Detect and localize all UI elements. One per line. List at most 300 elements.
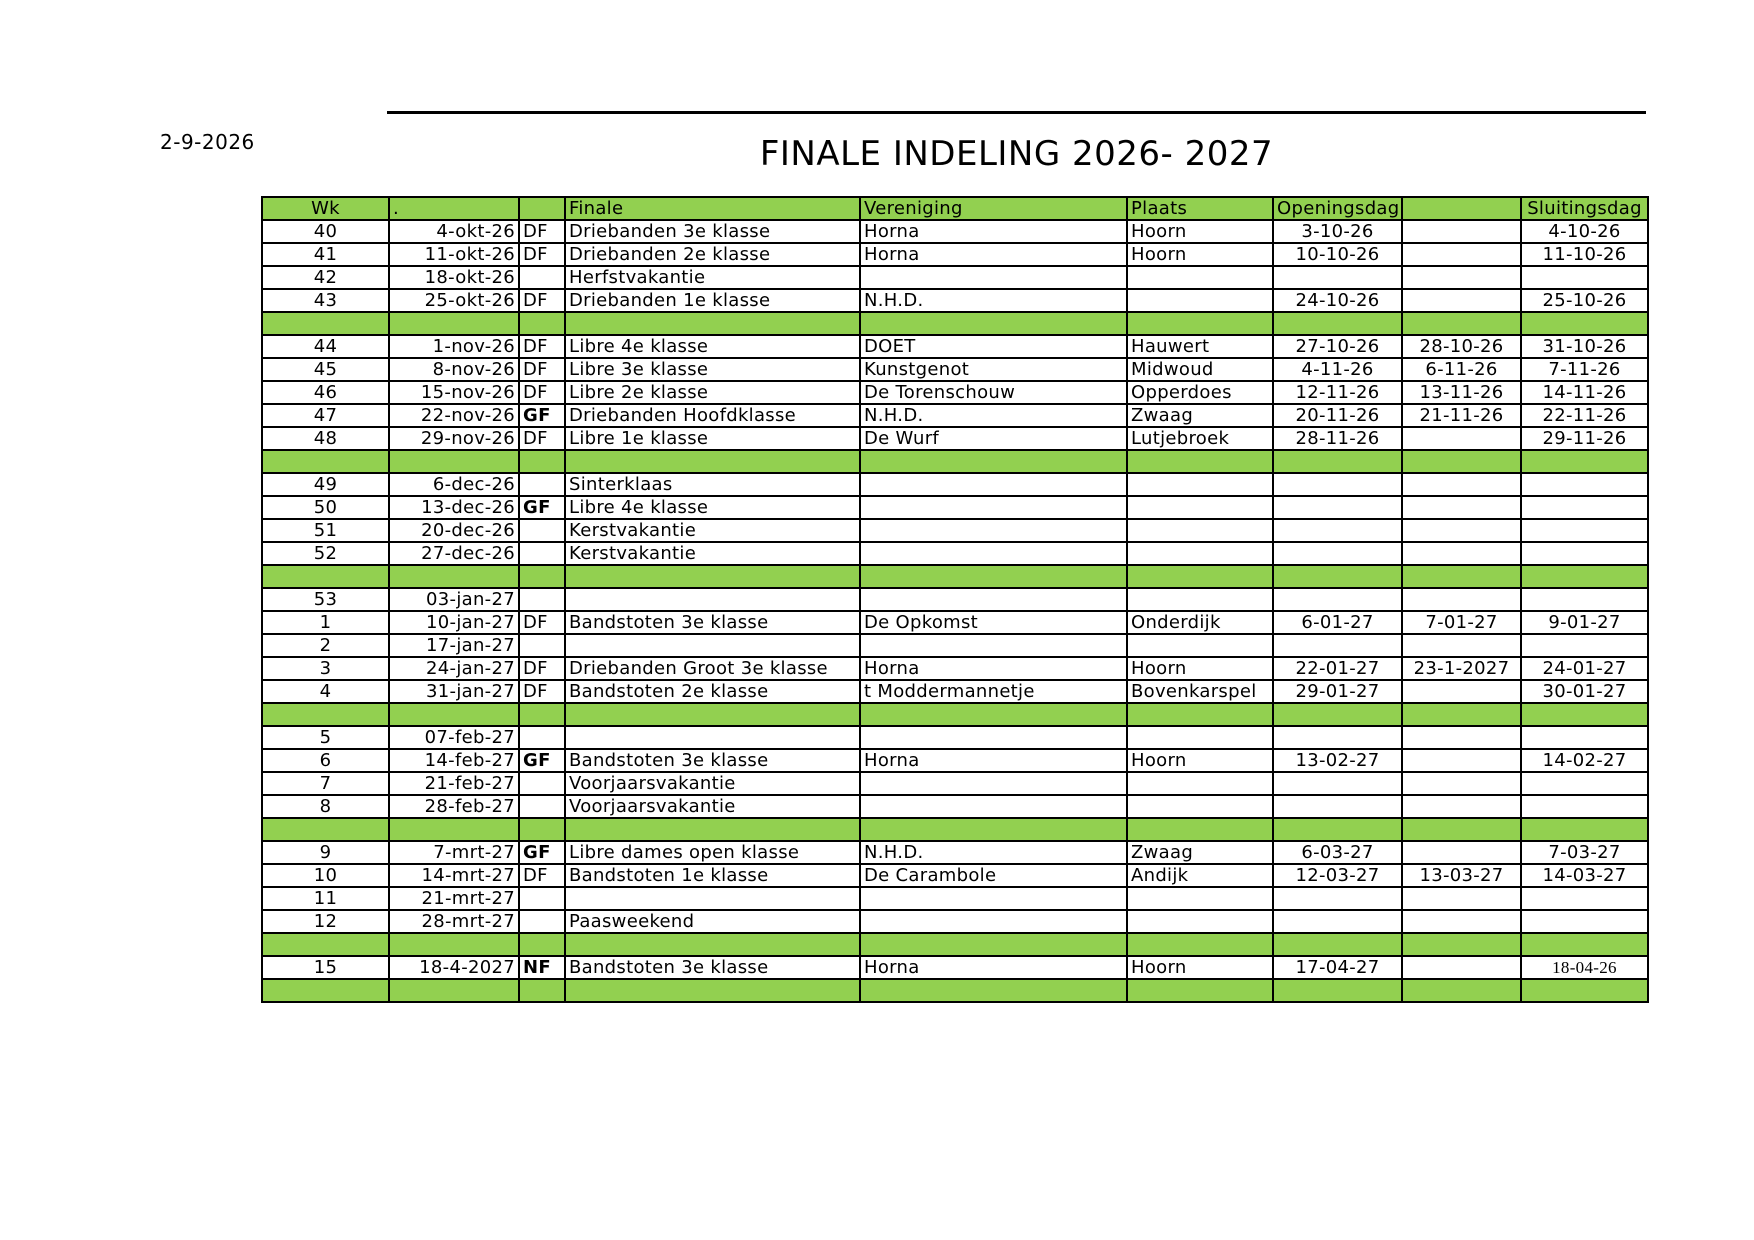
cell-opening-day	[1273, 726, 1402, 749]
cell-code: DF	[519, 680, 565, 703]
cell-code	[519, 726, 565, 749]
separator-cell	[1521, 312, 1648, 335]
cell-finale: Libre dames open klasse	[565, 841, 860, 864]
cell-finale: Paasweekend	[565, 910, 860, 933]
cell-week: 52	[262, 542, 389, 565]
cell-finale: Voorjaarsvakantie	[565, 795, 860, 818]
cell-week: 10	[262, 864, 389, 887]
cell-club	[860, 634, 1127, 657]
separator-row	[262, 979, 1648, 1002]
cell-club	[860, 496, 1127, 519]
cell-closing-day	[1521, 266, 1648, 289]
cell-place	[1127, 542, 1273, 565]
cell-week: 40	[262, 220, 389, 243]
cell-opening-day: 6-01-27	[1273, 611, 1402, 634]
cell-club: Horna	[860, 220, 1127, 243]
cell-place	[1127, 473, 1273, 496]
cell-opening-day: 20-11-26	[1273, 404, 1402, 427]
cell-code: NF	[519, 956, 565, 979]
table-row	[262, 749, 1648, 772]
cell-finale	[565, 588, 860, 611]
cell-finale: Voorjaarsvakantie	[565, 772, 860, 795]
separator-cell	[565, 818, 860, 841]
cell-club: De Carambole	[860, 864, 1127, 887]
separator-cell	[389, 933, 519, 956]
cell-opening-day	[1273, 542, 1402, 565]
cell-place: Bovenkarspel	[1127, 680, 1273, 703]
top-rule	[387, 111, 1646, 114]
cell-code: DF	[519, 427, 565, 450]
separator-cell	[1521, 979, 1648, 1002]
cell-opening-day	[1273, 795, 1402, 818]
cell-closing-day	[1521, 473, 1648, 496]
cell-week: 1	[262, 611, 389, 634]
separator-cell	[262, 565, 389, 588]
cell-club	[860, 795, 1127, 818]
cell-date: 18-okt-26	[389, 266, 519, 289]
cell-place: Hoorn	[1127, 657, 1273, 680]
cell-closing-day	[1521, 542, 1648, 565]
cell-club: De Wurf	[860, 427, 1127, 450]
cell-opening-day	[1273, 772, 1402, 795]
cell-date: 10-jan-27	[389, 611, 519, 634]
cell-closing-day: 14-02-27	[1521, 749, 1648, 772]
document-date: 2-9-2026	[160, 130, 255, 154]
cell-closing-day	[1521, 496, 1648, 519]
table-header-row	[262, 197, 1648, 220]
cell-place	[1127, 910, 1273, 933]
cell-club	[860, 772, 1127, 795]
cell-club: Horna	[860, 657, 1127, 680]
table-row	[262, 335, 1648, 358]
cell-finale: Driebanden 2e klasse	[565, 243, 860, 266]
table-row	[262, 611, 1648, 634]
cell-date: 8-nov-26	[389, 358, 519, 381]
cell-club: N.H.D.	[860, 841, 1127, 864]
cell-finale: Bandstoten 3e klasse	[565, 749, 860, 772]
table-row	[262, 289, 1648, 312]
table-row	[262, 726, 1648, 749]
separator-cell	[860, 312, 1127, 335]
cell-finale: Sinterklaas	[565, 473, 860, 496]
separator-cell	[1127, 565, 1273, 588]
cell-code	[519, 910, 565, 933]
cell-club: De Torenschouw	[860, 381, 1127, 404]
header-middle-day	[1402, 197, 1521, 220]
cell-middle-day	[1402, 496, 1521, 519]
cell-middle-day	[1402, 795, 1521, 818]
cell-week: 45	[262, 358, 389, 381]
cell-place: Hoorn	[1127, 956, 1273, 979]
separator-cell	[389, 565, 519, 588]
cell-middle-day	[1402, 427, 1521, 450]
cell-date: 13-dec-26	[389, 496, 519, 519]
cell-club: Horna	[860, 956, 1127, 979]
cell-middle-day	[1402, 680, 1521, 703]
cell-code: DF	[519, 611, 565, 634]
cell-finale: Kerstvakantie	[565, 519, 860, 542]
cell-opening-day: 27-10-26	[1273, 335, 1402, 358]
cell-opening-day	[1273, 266, 1402, 289]
cell-middle-day	[1402, 588, 1521, 611]
cell-middle-day	[1402, 634, 1521, 657]
cell-code: GF	[519, 496, 565, 519]
cell-finale: Kerstvakantie	[565, 542, 860, 565]
separator-cell	[1127, 703, 1273, 726]
separator-cell	[1521, 703, 1648, 726]
cell-club: N.H.D.	[860, 404, 1127, 427]
cell-place	[1127, 887, 1273, 910]
cell-date: 21-feb-27	[389, 772, 519, 795]
cell-week: 12	[262, 910, 389, 933]
cell-middle-day	[1402, 243, 1521, 266]
separator-cell	[519, 979, 565, 1002]
separator-cell	[389, 450, 519, 473]
cell-club	[860, 887, 1127, 910]
cell-week: 50	[262, 496, 389, 519]
table-row	[262, 588, 1648, 611]
separator-cell	[262, 450, 389, 473]
cell-club	[860, 473, 1127, 496]
cell-week: 47	[262, 404, 389, 427]
cell-code: DF	[519, 289, 565, 312]
cell-week: 8	[262, 795, 389, 818]
table-row	[262, 266, 1648, 289]
cell-closing-day: 24-01-27	[1521, 657, 1648, 680]
cell-middle-day	[1402, 473, 1521, 496]
table-row	[262, 358, 1648, 381]
cell-code: DF	[519, 335, 565, 358]
separator-cell	[1127, 818, 1273, 841]
cell-place: Lutjebroek	[1127, 427, 1273, 450]
separator-cell	[565, 312, 860, 335]
separator-cell	[519, 818, 565, 841]
cell-date: 17-jan-27	[389, 634, 519, 657]
separator-cell	[1521, 565, 1648, 588]
cell-opening-day	[1273, 473, 1402, 496]
header-date: .	[389, 197, 519, 220]
cell-code: DF	[519, 358, 565, 381]
cell-place	[1127, 634, 1273, 657]
separator-cell	[1402, 818, 1521, 841]
cell-opening-day: 10-10-26	[1273, 243, 1402, 266]
separator-cell	[1273, 979, 1402, 1002]
cell-week: 9	[262, 841, 389, 864]
cell-finale: Herfstvakantie	[565, 266, 860, 289]
cell-opening-day: 24-10-26	[1273, 289, 1402, 312]
page-title: FINALE INDELING 2026- 2027	[759, 134, 1274, 174]
table-row	[262, 680, 1648, 703]
separator-cell	[1273, 312, 1402, 335]
cell-code: GF	[519, 404, 565, 427]
cell-opening-day	[1273, 519, 1402, 542]
separator-cell	[1402, 450, 1521, 473]
separator-cell	[860, 933, 1127, 956]
cell-date: 21-mrt-27	[389, 887, 519, 910]
cell-finale: Driebanden Groot 3e klasse	[565, 657, 860, 680]
cell-closing-day: 9-01-27	[1521, 611, 1648, 634]
cell-date: 14-mrt-27	[389, 864, 519, 887]
cell-place: Hauwert	[1127, 335, 1273, 358]
cell-date: 03-jan-27	[389, 588, 519, 611]
cell-middle-day	[1402, 956, 1521, 979]
cell-closing-day: 22-11-26	[1521, 404, 1648, 427]
cell-closing-day	[1521, 519, 1648, 542]
cell-closing-day	[1521, 726, 1648, 749]
cell-club	[860, 910, 1127, 933]
cell-club	[860, 542, 1127, 565]
cell-place	[1127, 266, 1273, 289]
cell-code	[519, 519, 565, 542]
cell-closing-day	[1521, 772, 1648, 795]
cell-place: Onderdijk	[1127, 611, 1273, 634]
cell-code: GF	[519, 749, 565, 772]
cell-finale: Bandstoten 1e klasse	[565, 864, 860, 887]
cell-place: Andijk	[1127, 864, 1273, 887]
cell-place: Midwoud	[1127, 358, 1273, 381]
table-row	[262, 795, 1648, 818]
cell-week: 44	[262, 335, 389, 358]
cell-closing-day: 31-10-26	[1521, 335, 1648, 358]
cell-closing-day: 11-10-26	[1521, 243, 1648, 266]
cell-opening-day: 12-11-26	[1273, 381, 1402, 404]
separator-cell	[1127, 450, 1273, 473]
cell-place: Hoorn	[1127, 749, 1273, 772]
cell-place: Opperdoes	[1127, 381, 1273, 404]
cell-date: 22-nov-26	[389, 404, 519, 427]
cell-opening-day: 13-02-27	[1273, 749, 1402, 772]
cell-date: 20-dec-26	[389, 519, 519, 542]
cell-closing-day: 14-11-26	[1521, 381, 1648, 404]
cell-code	[519, 887, 565, 910]
table-row	[262, 519, 1648, 542]
cell-code: DF	[519, 864, 565, 887]
cell-opening-day: 6-03-27	[1273, 841, 1402, 864]
cell-middle-day: 13-11-26	[1402, 381, 1521, 404]
cell-club: Horna	[860, 749, 1127, 772]
cell-date: 4-okt-26	[389, 220, 519, 243]
cell-middle-day: 23-1-2027	[1402, 657, 1521, 680]
cell-code	[519, 634, 565, 657]
table-row	[262, 864, 1648, 887]
separator-cell	[262, 933, 389, 956]
separator-row	[262, 312, 1648, 335]
header-finale: Finale	[565, 197, 860, 220]
cell-middle-day	[1402, 220, 1521, 243]
cell-date: 18-4-2027	[389, 956, 519, 979]
cell-club: De Opkomst	[860, 611, 1127, 634]
table-row	[262, 910, 1648, 933]
cell-club	[860, 726, 1127, 749]
separator-cell	[519, 450, 565, 473]
separator-cell	[1127, 933, 1273, 956]
cell-date: 25-okt-26	[389, 289, 519, 312]
cell-middle-day	[1402, 887, 1521, 910]
cell-date: 28-mrt-27	[389, 910, 519, 933]
cell-week: 46	[262, 381, 389, 404]
cell-closing-day: 14-03-27	[1521, 864, 1648, 887]
cell-date: 15-nov-26	[389, 381, 519, 404]
cell-opening-day: 4-11-26	[1273, 358, 1402, 381]
cell-middle-day: 13-03-27	[1402, 864, 1521, 887]
cell-finale: Libre 1e klasse	[565, 427, 860, 450]
separator-cell	[1402, 703, 1521, 726]
cell-middle-day	[1402, 910, 1521, 933]
cell-code	[519, 542, 565, 565]
cell-week: 43	[262, 289, 389, 312]
cell-date: 14-feb-27	[389, 749, 519, 772]
cell-club: Kunstgenot	[860, 358, 1127, 381]
header-opening-day: Openingsdag	[1273, 197, 1402, 220]
header-code	[519, 197, 565, 220]
cell-opening-day: 17-04-27	[1273, 956, 1402, 979]
cell-week: 3	[262, 657, 389, 680]
cell-date: 31-jan-27	[389, 680, 519, 703]
cell-opening-day: 22-01-27	[1273, 657, 1402, 680]
cell-middle-day	[1402, 542, 1521, 565]
table-row	[262, 473, 1648, 496]
separator-cell	[1273, 933, 1402, 956]
separator-cell	[262, 703, 389, 726]
header-club: Vereniging	[860, 197, 1127, 220]
cell-middle-day	[1402, 749, 1521, 772]
cell-week: 41	[262, 243, 389, 266]
separator-cell	[519, 933, 565, 956]
cell-opening-day: 12-03-27	[1273, 864, 1402, 887]
cell-closing-day: 18-04-26	[1521, 956, 1648, 979]
cell-middle-day: 7-01-27	[1402, 611, 1521, 634]
cell-closing-day: 29-11-26	[1521, 427, 1648, 450]
cell-club	[860, 588, 1127, 611]
cell-closing-day: 4-10-26	[1521, 220, 1648, 243]
cell-middle-day: 21-11-26	[1402, 404, 1521, 427]
cell-opening-day: 28-11-26	[1273, 427, 1402, 450]
table-row	[262, 404, 1648, 427]
cell-closing-day	[1521, 795, 1648, 818]
separator-row	[262, 933, 1648, 956]
cell-closing-day: 30-01-27	[1521, 680, 1648, 703]
cell-club: Horna	[860, 243, 1127, 266]
separator-cell	[389, 979, 519, 1002]
cell-closing-day	[1521, 910, 1648, 933]
separator-cell	[1521, 818, 1648, 841]
separator-cell	[1402, 565, 1521, 588]
cell-opening-day	[1273, 496, 1402, 519]
table-row	[262, 243, 1648, 266]
cell-place: Zwaag	[1127, 841, 1273, 864]
cell-place	[1127, 519, 1273, 542]
cell-closing-day	[1521, 588, 1648, 611]
cell-code	[519, 772, 565, 795]
cell-finale: Driebanden Hoofdklasse	[565, 404, 860, 427]
table-row	[262, 220, 1648, 243]
cell-middle-day	[1402, 726, 1521, 749]
separator-cell	[389, 818, 519, 841]
cell-finale: Driebanden 3e klasse	[565, 220, 860, 243]
cell-code	[519, 588, 565, 611]
cell-finale: Libre 2e klasse	[565, 381, 860, 404]
cell-place	[1127, 289, 1273, 312]
cell-week: 53	[262, 588, 389, 611]
cell-place	[1127, 588, 1273, 611]
separator-cell	[1521, 933, 1648, 956]
separator-cell	[860, 703, 1127, 726]
cell-club: N.H.D.	[860, 289, 1127, 312]
cell-place: Zwaag	[1127, 404, 1273, 427]
cell-code	[519, 266, 565, 289]
table-row	[262, 496, 1648, 519]
cell-club: DOET	[860, 335, 1127, 358]
table-row	[262, 657, 1648, 680]
cell-place	[1127, 496, 1273, 519]
separator-cell	[860, 979, 1127, 1002]
separator-cell	[860, 565, 1127, 588]
cell-week: 6	[262, 749, 389, 772]
separator-row	[262, 450, 1648, 473]
separator-cell	[262, 312, 389, 335]
cell-finale: Libre 4e klasse	[565, 496, 860, 519]
separator-cell	[519, 703, 565, 726]
cell-finale: Libre 3e klasse	[565, 358, 860, 381]
cell-code: DF	[519, 243, 565, 266]
cell-week: 5	[262, 726, 389, 749]
cell-middle-day	[1402, 772, 1521, 795]
cell-date: 24-jan-27	[389, 657, 519, 680]
cell-club	[860, 266, 1127, 289]
cell-week: 15	[262, 956, 389, 979]
cell-place	[1127, 726, 1273, 749]
table-row	[262, 956, 1648, 979]
cell-middle-day	[1402, 519, 1521, 542]
separator-cell	[565, 979, 860, 1002]
cell-code: DF	[519, 657, 565, 680]
table-row	[262, 887, 1648, 910]
table-row	[262, 772, 1648, 795]
cell-opening-day: 29-01-27	[1273, 680, 1402, 703]
cell-code	[519, 473, 565, 496]
cell-finale	[565, 634, 860, 657]
cell-closing-day: 7-11-26	[1521, 358, 1648, 381]
separator-cell	[519, 312, 565, 335]
cell-opening-day	[1273, 910, 1402, 933]
cell-middle-day	[1402, 841, 1521, 864]
separator-cell	[1127, 979, 1273, 1002]
cell-club: t Moddermannetje	[860, 680, 1127, 703]
separator-cell	[860, 818, 1127, 841]
cell-week: 4	[262, 680, 389, 703]
cell-date: 27-dec-26	[389, 542, 519, 565]
table-row	[262, 542, 1648, 565]
cell-place	[1127, 772, 1273, 795]
separator-cell	[1273, 818, 1402, 841]
cell-finale	[565, 887, 860, 910]
cell-date: 07-feb-27	[389, 726, 519, 749]
cell-opening-day: 3-10-26	[1273, 220, 1402, 243]
header-place: Plaats	[1127, 197, 1273, 220]
cell-date: 7-mrt-27	[389, 841, 519, 864]
cell-week: 48	[262, 427, 389, 450]
cell-week: 7	[262, 772, 389, 795]
separator-cell	[1273, 565, 1402, 588]
cell-week: 49	[262, 473, 389, 496]
cell-middle-day: 28-10-26	[1402, 335, 1521, 358]
separator-cell	[1402, 933, 1521, 956]
separator-cell	[1273, 450, 1402, 473]
cell-place: Hoorn	[1127, 243, 1273, 266]
cell-opening-day	[1273, 887, 1402, 910]
cell-code: DF	[519, 381, 565, 404]
header-closing-day: Sluitingsdag	[1521, 197, 1648, 220]
